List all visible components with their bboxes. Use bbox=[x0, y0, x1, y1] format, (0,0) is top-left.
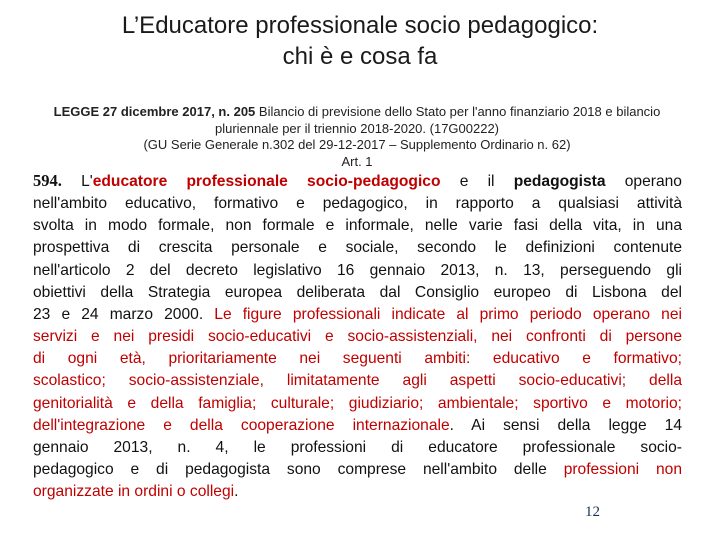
paragraph-number: 594. bbox=[33, 171, 62, 190]
text-line-4: prospettiva di crescita personale e sociale, secondo le definizioni contenute bbox=[33, 239, 682, 257]
text-line-1 bbox=[33, 170, 682, 193]
text-fragment: L' bbox=[61, 173, 93, 190]
text-fragment: . bbox=[234, 483, 239, 501]
text-fragment: 23 e 24 marzo 2000. bbox=[33, 305, 204, 323]
slide-title bbox=[40, 10, 680, 72]
ordini-collegi-highlight: organizzate in ordini o collegi bbox=[33, 483, 235, 501]
text-line-15 bbox=[33, 481, 682, 503]
integrazione-highlight: dell'integrazione e della cooperazione internazionale bbox=[33, 416, 450, 434]
professioni-highlight: professioni non bbox=[563, 461, 682, 479]
text-fragment: . Ai sensi della legge 14 bbox=[449, 416, 682, 434]
text-line-3: svolta in modo formale, non formale e informale, nelle varie fasi della vita, in una bbox=[33, 217, 682, 235]
law-gazette-line: (GU Serie Generale n.302 del 29-12-2017 – Supplemento Ordinario n. 62) bbox=[143, 137, 571, 152]
text-line-10: scolastico; socio-assistenziale, limitatamente agli aspetti socio-educativi; della bbox=[33, 372, 682, 390]
slide-title-line-2: chi è e cosa fa bbox=[282, 43, 438, 70]
figure-professionali-highlight: Le figure professionali indicate al primo periodo operano nei bbox=[203, 305, 682, 323]
text-fragment: e il bbox=[440, 173, 514, 190]
slide-title-line-1: L’Educatore professionale socio pedagogico: bbox=[121, 12, 599, 39]
law-title-part-1: Bilancio di previsione dello Stato per l'anno finanziario 2018 e bilancio bbox=[255, 104, 661, 119]
text-line-9: di ogni età, prioritariamente nei seguenti ambiti: educativo e formativo; bbox=[33, 350, 682, 368]
article-label: Art. 1 bbox=[341, 153, 373, 169]
law-header bbox=[30, 104, 684, 170]
text-line-11: genitorialità e della famiglia; culturale; giudiziario; ambientale; sportivo e motorio; bbox=[33, 394, 682, 412]
text-line-13: gennaio 2013, n. 4, le professioni di educatore professionale socio- bbox=[33, 438, 682, 456]
pedagogista-highlight: pedagogista bbox=[513, 173, 606, 190]
text-line-2: nell'ambito educativo, formativo e pedagogico, in rapporto a qualsiasi attività bbox=[33, 195, 682, 213]
law-header-line-2: pluriennale per il triennio 2018-2020. (17G00222) bbox=[214, 120, 500, 136]
educatore-highlight: educatore professionale socio-pedagogico bbox=[92, 173, 441, 190]
text-fragment: operano bbox=[605, 173, 682, 190]
law-header-line-1 bbox=[30, 104, 684, 121]
text-fragment: pedagogico e di pedagogista sono comprese nell'ambito delle bbox=[33, 461, 564, 479]
page-number: 12 bbox=[585, 504, 600, 520]
text-line-12 bbox=[33, 415, 682, 437]
law-reference: LEGGE 27 dicembre 2017, n. 205 bbox=[53, 104, 256, 119]
text-line-6: obiettivi della Strategia europea deliberata dal Consiglio europeo di Lisbona del bbox=[33, 283, 682, 301]
text-line-5: nell'articolo 2 del decreto legislativo 16 gennaio 2013, n. 13, perseguendo gli bbox=[33, 261, 682, 279]
text-line-8: servizi e nei presidi socio-educativi e socio-assistenziali, nei confronti di persone bbox=[33, 328, 682, 346]
article-text bbox=[33, 170, 682, 503]
text-line-14 bbox=[33, 459, 682, 481]
text-line-7 bbox=[33, 304, 682, 326]
